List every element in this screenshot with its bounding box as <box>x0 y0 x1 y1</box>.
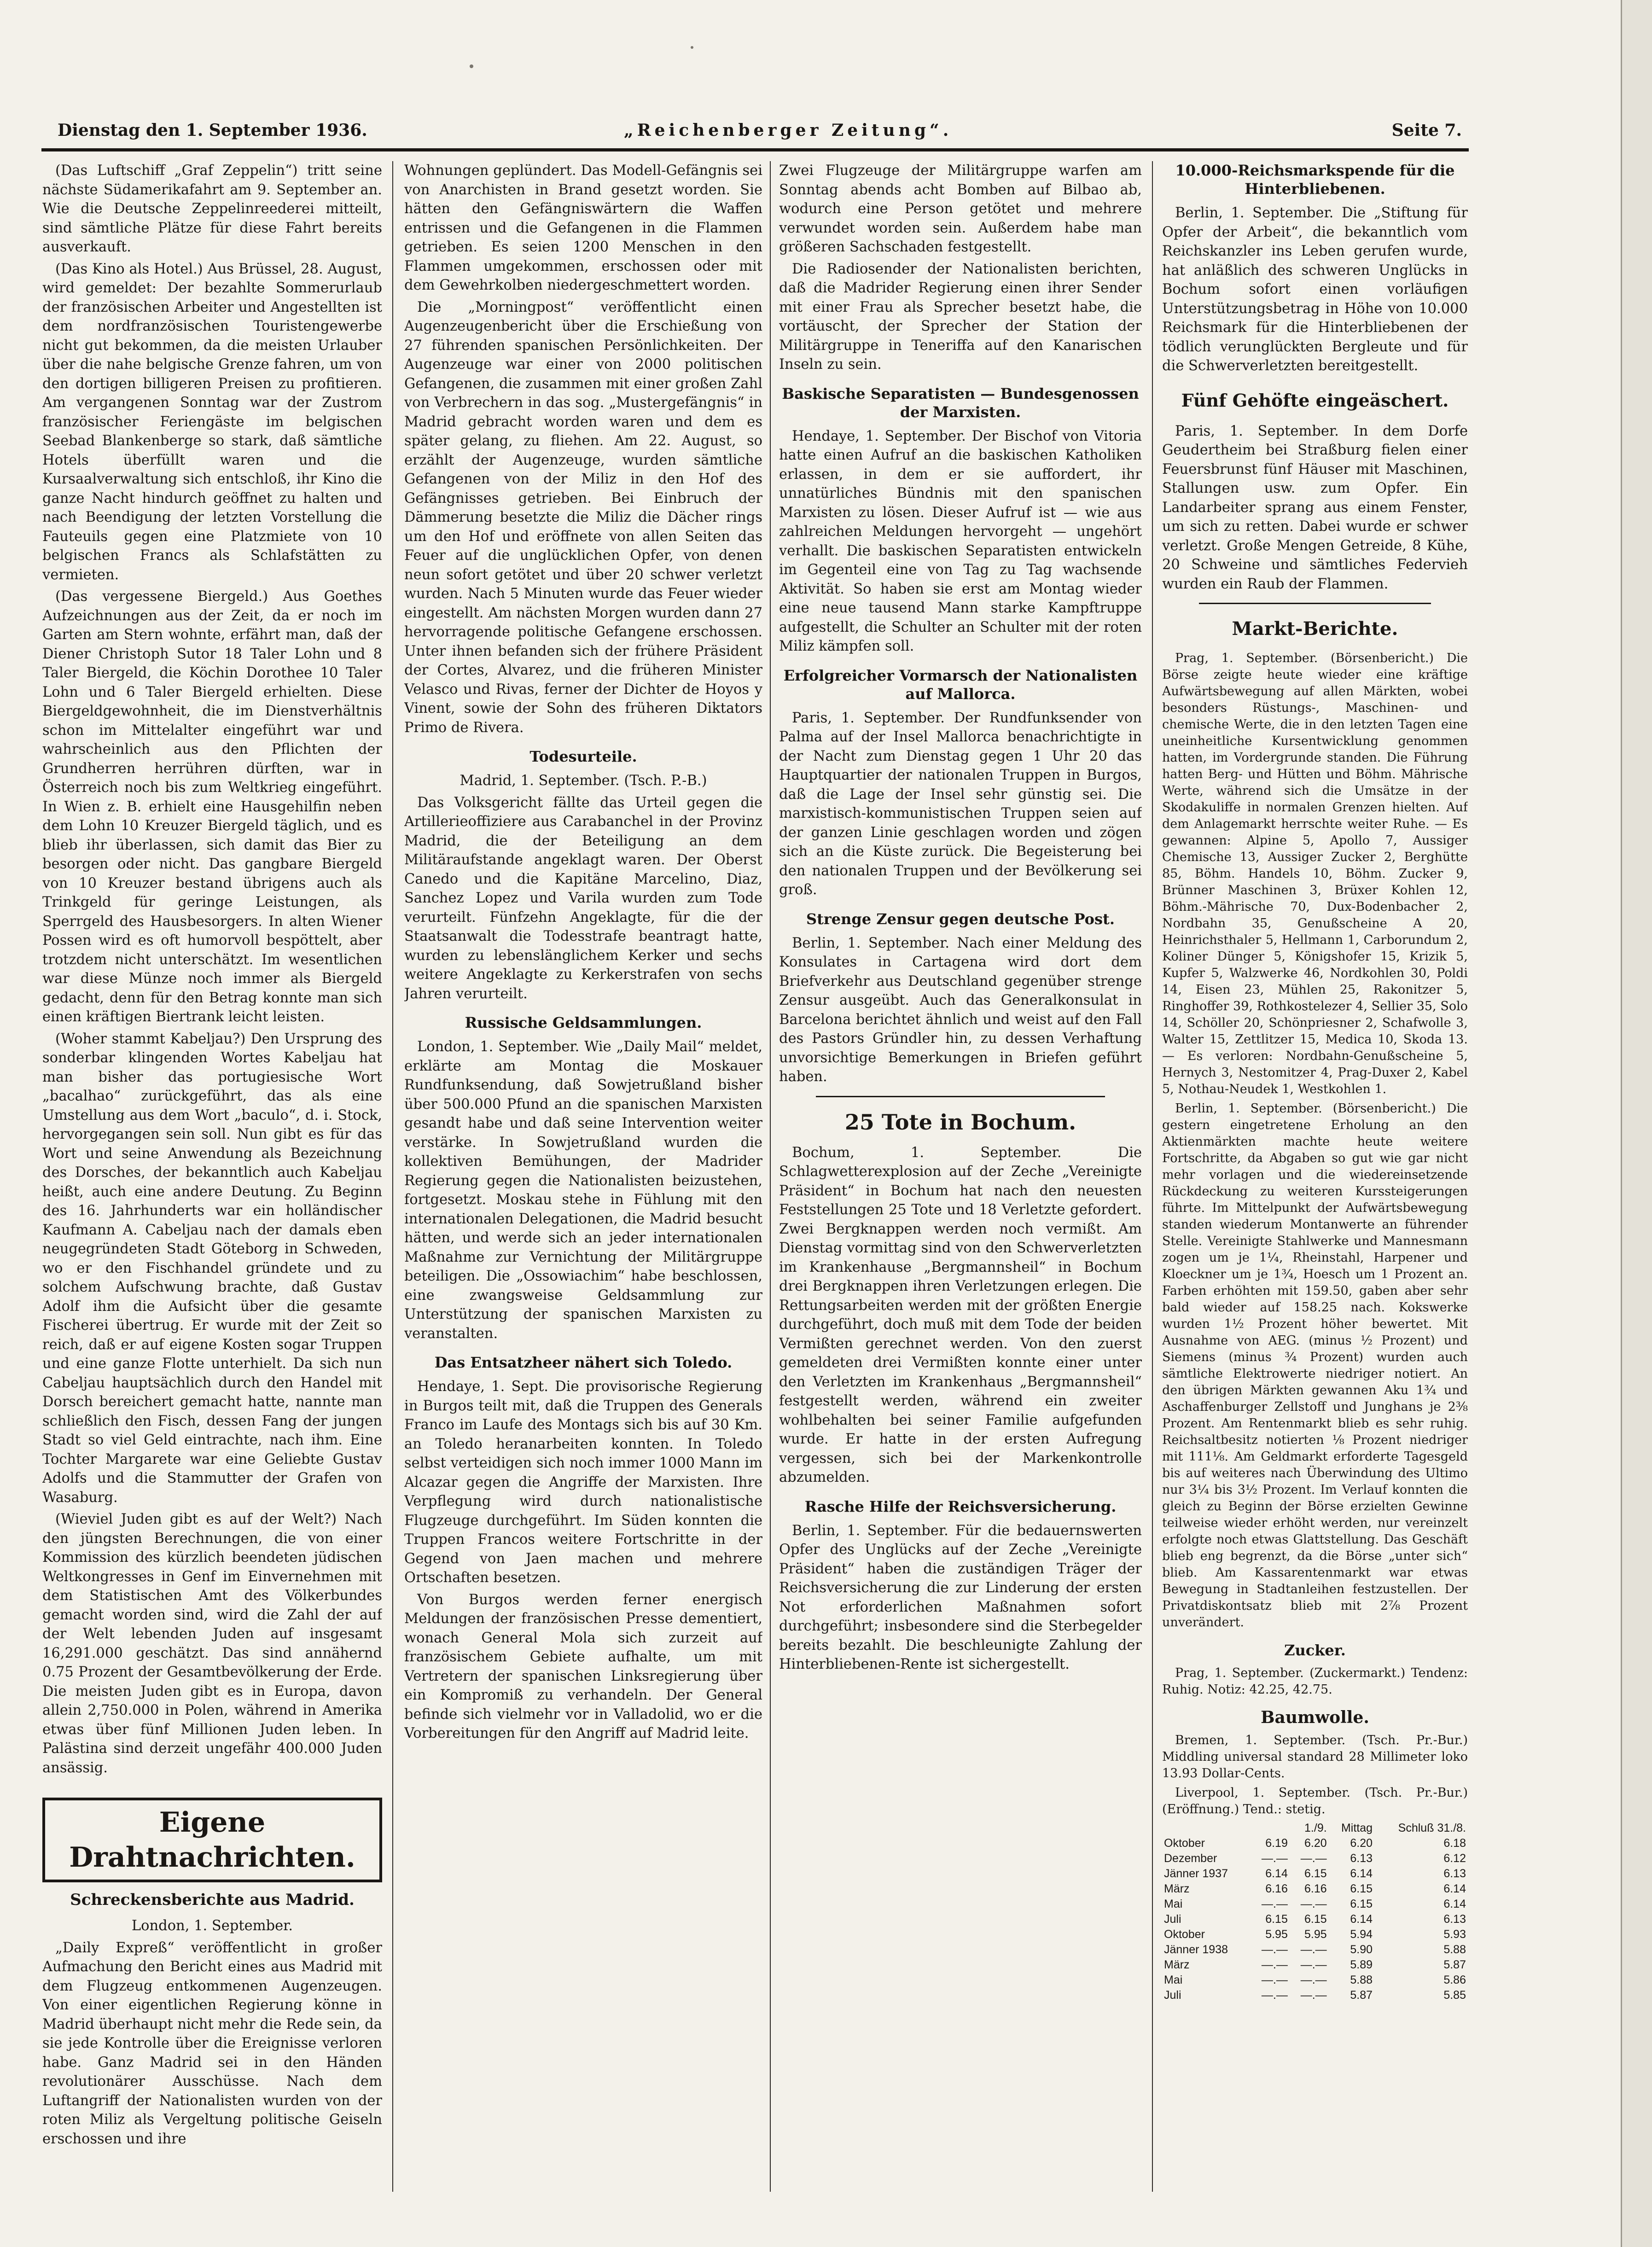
article-kino-hotel: (Das Kino als Hotel.) Aus Brüssel, 28. August, wird gemeldet: Der bezahlte Sommerurlaub der französischen Arbeiter und Angestellten ist dem nordfranzösischen Touristengewerbe nicht gut bekommen, da die meisten Urlauber über die nahe belgische Grenze fahren, um von den dortigen billigeren Preisen zu profitieren. Am vergangenen Sonntag war der Zustrom französischer Feriengäste im belgischen Seebad Blankenberge so stark, daß sämtliche Hotels überfüllt waren und die Kursaalverwaltung sich entschloß, ihr Kino die ganze Nacht hindurch geöffnet zu halten und nach Beendigung der letzten Vorstellung die Fauteuils gegen eine Platzmiete von 10 belgischen Francs als Schlafstätten zu vermieten. <box>42 261 382 583</box>
article-heading: 25 Tote in Bochum. <box>844 1109 1076 1135</box>
section-banner: Eigene Drahtnachrichten. <box>42 1798 382 1882</box>
article-spende: Berlin, 1. September. Die „Stiftung für Opfer der Arbeit“, die bekanntlich vom Reichskanzler ins Leben gerufen wurde, hat anläßlich des schweren Unglücks in Bochum sofort einen vorläufigen Unterstützungsbetrag in Höhe von 10.000 Reichsmark für die Hinterbliebenen der tödlich verunglückten Bergleute und für die Schwerverletzten bereitgestellt. <box>1162 205 1468 374</box>
header-date: Dienstag den 1. September 1936. <box>58 121 367 140</box>
dateline: Madrid, 1. September. (Tsch. P.-B.) <box>460 773 707 789</box>
article-reichsversicherung: Berlin, 1. September. Für die bedauernswerten Opfer des Unglücks auf der Zeche „Vereinigte Präsident“ haben die zuständigen Träger der Reichsversicherung die zur Linderung der ersten Not erforderlichen Maßnahmen sofort durchgeführt; insbesondere sind die Sterbegelder bereits bezahlt. Die beschleunigte Zahlung der Hinterbliebenen-Rente ist sichergestellt. <box>779 1522 1142 1672</box>
article-bochum: Bochum, 1. September. Die Schlagwetterexplosion auf der Zeche „Vereinigte Präsident“ in Bochum hat nach den neuesten Feststellungen 25 Tote und 18 Verletzte gefordert. Zwei Bergknappen werden noch vermißt. Am Dienstag vormittag sind von den Schwerverletzten im Krankenhause „Bergmannsheil“ in Bochum drei Bergknappen ihren Verletzungen erlegen. Die Rettungsarbeiten werden mit der größten Energie durchgeführt, doch muß mit dem Tode der beiden Vermißten gerechnet werden. Von den zuerst gemeldeten drei Vermißten konnte einer unter den Verletzten im Krankenhaus „Bergmannsheil“ festgestellt werden, während ein zweiter wohlbehalten bei seiner Familie aufgefunden wurde. Er hatte in der ersten Aufregung vergessen, sich bei der Markenkontrolle abzumelden. <box>779 1144 1142 1485</box>
separator-rule <box>816 1096 1105 1097</box>
article-heading: 10.000-Reichsmarkspende für die Hinterbliebenen. <box>1175 162 1455 198</box>
article-separatisten: Hendaye, 1. September. Der Bischof von Vitoria hatte einen Aufruf an die baskischen Katholiken erlassen, in dem er sie auffordert, ihr unnatürliches Bündnis mit den spanischen Marxisten zu lösen. Dieser Aufruf ist — wie aus zahlreichen Meldungen hervorgeht — ungehört verhallt. Die baskischen Separatisten entwickeln im Gegenteil eine von Tag zu Tag wachsende Aktivität. So haben sie erst am Montag wieder eine neue tausend Mann starke Kampftruppe aufgestellt, die Schulter an Schulter mit der roten Miliz kämpfen soll. <box>779 428 1142 654</box>
header-page-number: Seite 7. <box>1391 121 1462 140</box>
article-heading: Fünf Gehöfte eingeäschert. <box>1181 390 1449 411</box>
article-berlin-boerse: Berlin, 1. September. (Börsenbericht.) Die gestern eingetretene Erholung an den Aktienmärkten machte heute weitere Fortschritte, da Abgaben so gut wie gar nicht mehr vorlagen und die wiedereinsetzende Rückdeckung zu weiteren Kurssteigerungen führte. Im Mittelpunkt der Aufwärtsbewegung standen wiederum Montanwerte an führender Stelle. Vereinigte Stahlwerke und Mannesmann zogen um je 1¼, Rheinstahl, Harpener und Kloeckner um je 1¾, Hoesch um 1 Prozent an. Farben erhöhten mit 159.50, gaben aber sehr bald wieder auf 158.25 nach. Kokswerke wurden 1½ Prozent höher bewertet. Mit Ausnahme von AEG. (minus ½ Prozent) und Siemens (minus ¾ Prozent) wurden auch sämtliche Elektrowerte niedriger notiert. An den übrigen Märkten gewannen Aku 1¾ und Aschaffenburger Zellstoff und Junghans je 2⅜ Prozent. Am Rentenmarkt blieb es sehr ruhig. Reichsaltbesitz notierten ⅛ Prozent niedriger mit 111⅛. Am Geldmarkt erforderte Tagesgeld bis auf weiteres nach Überwindung des Ultimo nur 3¼ bis 3½ Prozent. Im Verlauf konnten die gleich zu Beginn der Börse erzielten Gewinne teilweise wieder erhöht werden, nur vereinzelt erfolgte noch etwas Glattstellung. Das Geschäft blieb eng begrenzt, da die Börse „unter sich“ blieb. Am Kassarentenmarkt war etwas Bewegung in Stadtanleihen festzustellen. Der Privatdiskontsatz blieb mit 2⅞ Prozent unverändert. <box>1162 1101 1468 1630</box>
table-row: Jänner 1938 —.— —.— 5.90 5.88 <box>1164 1943 1466 1956</box>
article-mallorca: Paris, 1. September. Der Rundfunksender von Palma auf der Insel Mallorca benachrichtigte in der Nacht zum Dienstag gegen 1 Uhr 20 das Hauptquartier der nationalen Truppen in Burgos, daß die Lage der Insel sehr günstig sei. Die marxistisch-kommunistischen Truppen seien auf der ganzen Linie geschlagen worden und zögen sich an die Küste zurück. Die Begeisterung bei den nationalen Truppen und der Bevölkerung sei groß. <box>779 710 1142 898</box>
paper-speck <box>691 46 693 49</box>
table-row: Mai —.— —.— 5.88 5.86 <box>1164 1973 1466 1986</box>
table-header-cell: Schluß 31./8. <box>1398 1822 1466 1834</box>
table-row: Dezember —.— —.— 6.13 6.12 <box>1164 1852 1466 1865</box>
header-title: „Reichenberger Zeitung“. <box>624 121 953 140</box>
article-heading: Todesurteile. <box>529 748 637 765</box>
table-header-cell: Mittag <box>1341 1822 1373 1834</box>
section-heading-markt: Markt-Berichte. <box>1232 618 1398 640</box>
column-2 <box>404 161 762 2192</box>
article-gehoefte: Paris, 1. September. In dem Dorfe Geudertheim bei Straßburg fielen einer Feuersbrunst fünf Häuser mit Maschinen, Stallungen usw. zum Opfer. Ein Landarbeiter sprang aus einem Fenster, um sich zu retten. Dabei wurde er schwer verletzt. Große Mengen Getreide, 8 Kühe, 20 Schweine und sämtliches Federvieh wurden ein Raub der Flammen. <box>1162 423 1468 592</box>
table-row: Oktober 5.95 5.95 5.94 5.93 <box>1164 1928 1466 1941</box>
article-heading: Baskische Separatisten — Bundesgenossen der Marxisten. <box>782 384 1139 421</box>
column-divider <box>770 161 771 2192</box>
dateline: London, 1. September. <box>131 1918 293 1934</box>
article-heading: Baumwolle. <box>1261 1708 1369 1727</box>
article-zeppelin: (Das Luftschiff „Graf Zeppelin“) tritt seine nächste Südamerikafahrt am 9. September an. Wie die Deutsche Zeppelinreederei mitteilt, sind sämtliche Plätze für diese Fahrt bereits ausverkauft. <box>42 163 382 255</box>
article-burgos: Von Burgos werden ferner energisch Meldungen der französischen Presse dementiert, wonach General Mola sich zurzeit auf französischem Gebiete aufhalte, um mit Vertretern der spanischen Linksregierung über ein Kompromiß zu verhandeln. Der General befinde sich vielmehr vor in Valladolid, wo er die Vorbereitungen für den Angriff auf Madrid leite. <box>404 1591 762 1741</box>
article-toledo: Hendaye, 1. Sept. Die provisorische Regierung in Burgos teilt mit, daß die Truppen des Generals Franco im Laufe des Montags sich bis auf 30 Km. an Toledo heranarbeiten konnten. In Toledo selbst verteidigen sich noch immer 1000 Mann im Alcazar gegen die Angriffe der Marxisten. Ihre Verpflegung wird durch nationalistische Flugzeuge durchgeführt. Im Süden konnten die Truppen Francos weitere Fortschritte in der Gegend von Jaen machen und mehrere Ortschaften besetzen. <box>404 1379 762 1586</box>
article-radiosender: Die Radiosender der Nationalisten berichten, daß die Madrider Regierung einen ihrer Sender mit einer Frau als Sprecher besetzt habe, die vortäuscht, der Sprecher der Station der Militärgruppe in Teneriffa auf den Kanarischen Inseln zu sein. <box>779 261 1142 373</box>
article-bilbao: Zwei Flugzeuge der Militärgruppe warfen am Sonntag abends acht Bomben auf Bilbao ab, wodurch eine Person getötet und mehrere verwundet worden sein. Außerdem habe man größeren Sachschaden festgestellt. <box>779 163 1142 255</box>
article-heading: Schreckensberichte aus Madrid. <box>70 1891 355 1909</box>
article-todesurteile: Das Volksgericht fällte das Urteil gegen die Artillerieoffiziere aus Carabanchel in der Provinz Madrid, die der Beteiligung an dem Militäraufstande angeklagt waren. Der Oberst Canedo und die Kapitäne Marcelino, Diaz, Sanchez Lopez und Varila wurden zum Tode verurteilt. Fünfzehn Angeklagte, für die der Staatsanwalt die Todesstrafe beantragt hatte, wurden zu lebenslänglichem Kerker und sechs weitere Angeklagte zu Kerkerstrafen von sechs Jahren verurteilt. <box>404 794 762 1002</box>
article-madrid: „Daily Expreß“ veröffentlicht in großer Aufmachung den Bericht eines aus Madrid mit dem Flugzeug entkommenen Augenzeugen. Von einer eigentlichen Regierung könne in Madrid überhaupt nicht mehr die Rede sein, da sie jede Kontrolle über die Ereignisse verloren habe. Ganz Madrid sei in den Händen revolutionärer Ausschüsse. Nach dem Luftangriff der Nationalisten wurden von der roten Miliz als Vergeltung politische Geiseln erschossen und ihre <box>42 1939 382 2147</box>
table-row: Juli —.— —.— 5.87 5.85 <box>1164 1989 1466 2002</box>
table-row: Oktober 6.19 6.20 6.20 6.18 <box>1164 1837 1466 1850</box>
cotton-price-table <box>1162 1821 1468 2003</box>
page-header <box>44 121 1462 148</box>
article-heading: Erfolgreicher Vormarsch der Nationalisten auf Mallorca. <box>783 666 1138 703</box>
article-juden-welt: (Wieviel Juden gibt es auf der Welt?) Nach den jüngsten Berechnungen, die von einer Kommission des kürzlich beendeten jüdischen Weltkongresses in Genf im Einvernehmen mit dem Statistischen Amt des Völkerbundes gemacht worden sind, wird die Zahl der auf der Welt lebenden Juden auf insgesamt 16,291.000 geschätzt. Das sind annähernd 0.75 Prozent der Gesamtbevölkerung der Erde. Die meisten Juden gibt es in Europa, davon allein 2,750.000 in Polen, während in Amerika etwas über fünf Millionen Juden leben. In Palästina sind derzeit ungefähr 400.000 Juden ansässig. <box>42 1511 382 1776</box>
table-header <box>1162 1821 1468 1836</box>
article-kabeljau: (Woher stammt Kabeljau?) Den Ursprung des sonderbar klingenden Wortes Kabeljau hat man bisher das portugiesische Wort „bacalhao“ zurückgeführt, das als eine Umstellung aus dem Wort „baculo“, d. i. Stock, hervorgegangen sein soll. Nun gibt es für das Wort und seine Anwendung als Bezeichnung des Dorsches, der bekanntlich auch Kabeljau heißt, auch eine andere Deutung. Zu Beginn des 16. Jahrhunderts war ein holländischer Kaufmann A. Cabeljau nach der damals eben neugegründeten Stadt Göteborg in Schweden, wo er den Fischhandel gründete und zu solchem Aufschwung brachte, daß Gustav Adolf ihm die Aufsicht über die gesamte Fischerei übertrug. Er wurde mit der Zeit so reich, daß er auf eigene Kosten sogar Truppen und eine ganze Flotte unterhielt. Da sich nun Cabeljau hauptsächlich durch den Handel mit Dorsch bereichert gemacht hatte, nannte man schließlich den Fisch, dessen Fang der jungen Stadt so viel Geld eintrachte, nach ihm. Eine Tochter Margarete war eine Geliebte Gustav Adolfs und die Stammutter der Grafen von Wasaburg. <box>42 1030 382 1506</box>
article-continuation: Wohnungen geplündert. Das Modell-Gefängnis sei von Anarchisten in Brand gesetzt worden. Sie hätten den Gefängniswärtern die Waffen entrissen und die Gefangenen in die Flammen getrieben. Es seien 1200 Menschen in den Flammen umgekommen, erschossen oder mit dem Gewehrkolben niedergeschmettert worden. <box>404 163 762 293</box>
table-row: Juli 6.15 6.15 6.14 6.13 <box>1164 1913 1466 1926</box>
header-rule <box>41 148 1469 151</box>
article-heading: Strenge Zensur gegen deutsche Post. <box>806 910 1115 928</box>
table-header-cell: 1./9. <box>1304 1822 1327 1834</box>
column-divider <box>1152 161 1153 2192</box>
article-liverpool: Liverpool, 1. September. (Tsch. Pr.-Bur.) (Eröffnung.) Tend.: stetig. <box>1162 1786 1468 1816</box>
column-3 <box>779 161 1142 2192</box>
article-prag-boerse: Prag, 1. September. (Börsenbericht.) Die Börse zeigte heute wieder eine kräftige Aufwärtsbewegung auf allen Märkten, wobei besonders Rüstungs-, Maschinen- und chemische Werte, die in den letzten Tagen eine uneinheitliche Kursentwicklung genommen hatten, im Vordergrunde standen. Die Führung hatten Berg- und Hütten und Böhm. Mährische Werte, während sich die Umsätze in der Skodakuliffe in normalen Grenzen hielten. Auf dem Anlagemarkt herrschte weiter Ruhe. — Es gewannen: Alpine 5, Apollo 7, Aussiger Chemische 13, Aussiger Zucker 2, Berghütte 85, Böhm. Handels 10, Böhm. Zucker 9, Brünner Maschinen 3, Brüxer Kohlen 12, Böhm.-Mährische 70, Dux-Bodenbacher 2, Nordbahn 35, Genußscheine A 20, Heinrichsthaler 5, Hellmann 1, Carborundum 2, Koliner Dünger 5, Königshofer 15, Krizik 5, Kupfer 5, Walzwerke 46, Nordkohlen 30, Poldi 14, Eisen 23, Mühlen 25, Rakonitzer 5, Ringhoffer 39, Rothkostelezer 4, Sellier 35, Solo 14, Schöller 20, Schönpriesner 2, Schafwolle 3, Walter 15, Zettlitzer 15, Medica 10, Skoda 13. — Es verloren: Nordbahn-Genußscheine 5, Hernych 3, Nestomitzer 4, Prag-Duxer 2, Kabel 5, Nothau-Neudek 1, Westkohlen 1. <box>1162 651 1468 1096</box>
article-biergeld: (Das vergessene Biergeld.) Aus Goethes Aufzeichnungen aus der Zeit, da er noch im Garten am Stern wohnte, erfährt man, daß der Diener Christoph Sutor 18 Taler Lohn und 8 Taler Biergeld, die Köchin Dorothee 10 Taler Lohn und 6 Taler Biergeld erhielten. Diese Biergeldgewohnheit, die im Dienstverhältnis schon im Mittelalter eingeführt war und wahrscheinlich aus den Pflichten der Grundherren herrühren dürften, war in Österreich noch bis zum Weltkrieg eingeführt. In Wien z. B. erhielt eine Hausgehilfin neben dem Lohn 10 Kreuzer Biergeld täglich, und es blieb ihr überlassen, sich damit das Bier zu besorgen oder nicht. Das gangbare Biergeld von 10 Kreuzer bestand übrigens auch als Trinkgeld für geringe Leistungen, als Sperrgeld des Hausbesorgers. In alten Wiener Possen wird es oft humorvoll bespöttelt, aber trotzdem nicht unterschätzt. Im wesentlichen war diese Münze noch immer als Biergeld gedacht, denn für den Betrag konnte man sich einen kräftigen Biertrank leicht leisten. <box>42 588 382 1025</box>
column-4 <box>1162 161 1468 2192</box>
article-geldsammlungen: London, 1. September. Wie „Daily Mail“ meldet, erklärte am Montag die Moskauer Rundfunksendung, daß Sowjetrußland bisher über 500.000 Pfund an die spanischen Marxisten gesandt habe und daß seine Intervention weiter verstärke. In Sowjetrußland wurden die kollektiven Bemühungen, der Madrider Regierung gegen die Nationalisten beizustehen, fortgesetzt. Moskau stehe in Fühlung mit den internationalen Delegationen, die Madrid besucht hätten, und werde sich an jeder internationalen Maßnahme zur Vernichtung der Militärgruppe beteiligen. Die „Ossowiachim“ habe beschlossen, eine zwangsweise Geldsammlung zur Unterstützung der spanischen Marxisten zu veranstalten. <box>404 1039 762 1342</box>
article-zucker: Prag, 1. September. (Zuckermarkt.) Tendenz: Ruhig. Notiz: 42.25, 42.75. <box>1162 1666 1468 1697</box>
table-row: Jänner 1937 6.14 6.15 6.14 6.13 <box>1164 1867 1466 1880</box>
article-bremen: Bremen, 1. September. (Tsch. Pr.-Bur.) Middling universal standard 28 Millimeter loko 13.93 Dollar-Cents. <box>1162 1733 1468 1781</box>
article-heading: Zucker. <box>1284 1642 1346 1659</box>
table-row: März 6.16 6.16 6.15 6.14 <box>1164 1882 1466 1895</box>
article-heading: Rasche Hilfe der Reichsversicherung. <box>804 1497 1117 1515</box>
article-zensur: Berlin, 1. September. Nach einer Meldung des Konsulates in Cartagena wird dort dem Briefverkehr aus Deutschland gegenüber strenge Zensur ausgeübt. Auch das Generalkonsulat in Barcelona berichtet ähnlich und weist auf den Fall des Pastors Gründler hin, zu dessen Verhaftung unvorsichtige Bemerkungen in Briefen geführt haben. <box>779 935 1142 1085</box>
article-morningpost: Die „Morningpost“ veröffentlicht einen Augenzeugenbericht über die Erschießung von 27 führenden spanischen Persönlichkeiten. Der Augenzeuge war einer von 2000 politischen Gefangenen, die zusammen mit einer großen Zahl von Verbrechern in das sog. „Mustergefängnis“ in Madrid gebracht worden waren und dem es später gelang, zu fliehen. Am 22. August, so erzählt der Augenzeuge, wurden sämtliche Gefangenen von der Miliz in den Hof des Gefängnisses getrieben. Bei Einbruch der Dämmerung besetzte die Miliz die Dächer rings um den Hof und eröffnete von allen Seiten das Feuer auf die unglücklichen Opfer, von denen neun sofort getötet und über 20 schwer verletzt wurden. Nach 5 Minuten wurde das Feuer wieder eingestellt. Am nächsten Morgen wurden dann 27 hervorragende politische Gefangene erschossen. Unter ihnen befanden sich der frühere Präsident der Cortes, Alvarez, und die früheren Minister Velasco und Rivas, ferner der Dichter de Hoyos y Vinent, sowie der Sohn des früheren Diktators Primo de Rivera. <box>404 299 762 736</box>
adjacent-page-edge <box>1621 0 1652 2247</box>
column-1 <box>42 161 382 2192</box>
table-row: Mai —.— —.— 6.15 6.14 <box>1164 1898 1466 1910</box>
column-divider <box>392 161 393 2192</box>
separator-rule <box>1199 603 1431 604</box>
table-row: März —.— —.— 5.89 5.87 <box>1164 1958 1466 1971</box>
paper-speck <box>470 64 473 68</box>
article-heading: Das Entsatzheer nähert sich Toledo. <box>434 1354 733 1371</box>
article-heading: Russische Geldsammlungen. <box>465 1014 702 1031</box>
